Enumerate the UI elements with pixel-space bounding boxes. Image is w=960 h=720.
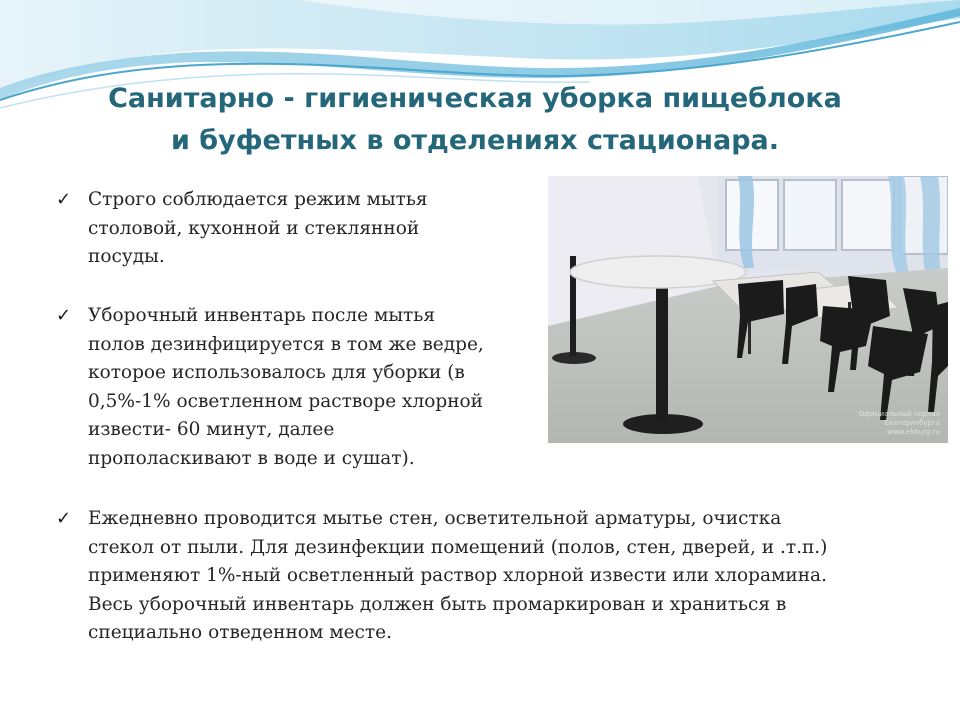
bullet-dishwashing [56, 186, 488, 272]
watermark-line-2: Екатеринбурга [884, 419, 940, 427]
watermark-line-1: Официальный портал [858, 410, 940, 418]
slide-title [0, 78, 950, 162]
bullet-text: Строго соблюдается режим мытья столовой, кухонной и стеклянной посуды. [88, 189, 428, 268]
slide-title-line-2: и буфетных в отделениях стационара. [170, 125, 780, 156]
dining-room-photo [548, 176, 948, 443]
bullet-text: Ежедневно проводится мытье стен, осветительной арматуры, очистка стекол от пыли. Для дезинфекции помещений (полов, стен, дверей, и .т.п.) применяют 1%-ный осветленный раствор хлорной извести или хлорамина. Весь уборочный инвентарь должен быть промаркирован и храниться в специально отведенном месте. [88, 508, 828, 644]
checkmark-icon: ✓ [56, 508, 72, 529]
bullet-cleaning-equipment [56, 302, 528, 474]
photo-watermark [859, 410, 940, 437]
checkmark-icon: ✓ [56, 189, 72, 210]
checkmark-icon: ✓ [56, 305, 72, 326]
slide-title-line-1: Санитарно - гигиеническая уборка пищеблока [108, 83, 842, 114]
watermark-line-3: www.ekburg.ru [887, 428, 940, 436]
bullet-text: Уборочный инвентарь после мытья полов дезинфицируется в том же ведре, которое использовалось для уборки (в 0,5%-1% осветленном растворе хлорной извести- 60 минут, далее прополаскивают в воде и сушат). [88, 305, 484, 469]
bullet-daily-cleaning [56, 505, 928, 648]
